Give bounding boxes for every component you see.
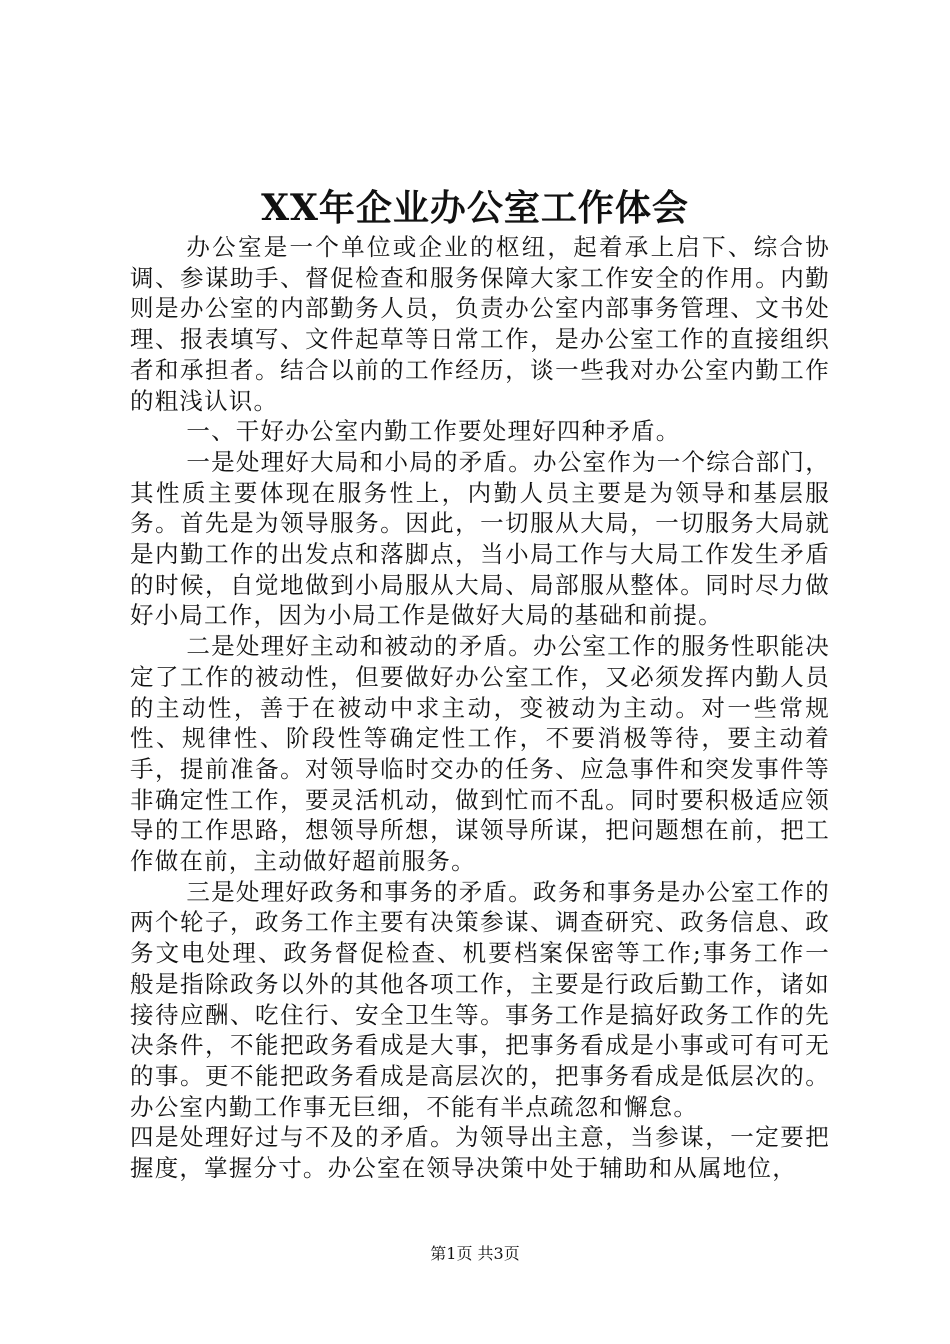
paragraph-point-two: 二是处理好主动和被动的矛盾。办公室工作的服务性职能决定了工作的被动性，但要做好办公室工作，又必须发挥内勤人员的主动性，善于在被动中求主动，变被动为主动。对一些常规性、规律性、阶段性等确定性工作，不要消极等待，要主动着手，提前准备。对领导临时交办的任务、应急事件和突发事件等非确定性工作，要灵活机动，做到忙而不乱。同时要积极适应领导的工作思路，想领导所想，谋领导所谋，把问题想在前，把工作做在前，主动做好超前服务。 [130,632,830,876]
paragraph-point-one: 一是处理好大局和小局的矛盾。办公室作为一个综合部门，其性质主要体现在服务性上，内勤人员主要是为领导和基层服务。首先是为领导服务。因此，一切服从大局，一切服务大局就是内勤工作的出发点和落脚点，当小局工作与大局工作发生矛盾的时候，自觉地做到小局服从大局、局部服从整体。同时尽力做好小局工作，因为小局工作是做好大局的基础和前提。 [130,447,830,630]
paragraph-point-three: 三是处理好政务和事务的矛盾。政务和事务是办公室工作的两个轮子，政务工作主要有决策参谋、调查研究、政务信息、政务文电处理、政务督促检查、机要档案保密等工作;事务工作一般是指除政务以外的其他各项工作，主要是行政后勤工作，诸如接待应酬、吃住行、安全卫生等。事务工作是搞好政务工作的先决条件，不能把政务看成是大事，把事务看成是小事或可有可无的事。更不能把政务看成是高层次的，把事务看成是低层次的。办公室内勤工作事无巨细，不能有半点疏忽和懈怠。 [130,877,830,1121]
page-footer: 第1页 共3页 [430,1244,520,1263]
paragraph-section-heading: 一、干好办公室内勤工作要处理好四种矛盾。 [186,417,681,446]
paragraph-intro: 办公室是一个单位或企业的枢纽，起着承上启下、综合协调、参谋助手、督促检查和服务保障大家工作安全的作用。内勤则是办公室的内部勤务人员，负责办公室内部事务管理、文书处理、报表填写、文件起草等日常工作，是办公室工作的直接组织者和承担者。结合以前的工作经历，谈一些我对办公室内勤工作的粗浅认识。 [130,233,830,415]
document-title: XX年企业办公室工作体会 [261,187,689,229]
document-body [130,232,830,1184]
paragraph-point-four: 四是处理好过与不及的矛盾。为领导出主意，当参谋，一定要把握度，掌握分寸。办公室在领导决策中处于辅助和从属地位， [130,1123,830,1183]
